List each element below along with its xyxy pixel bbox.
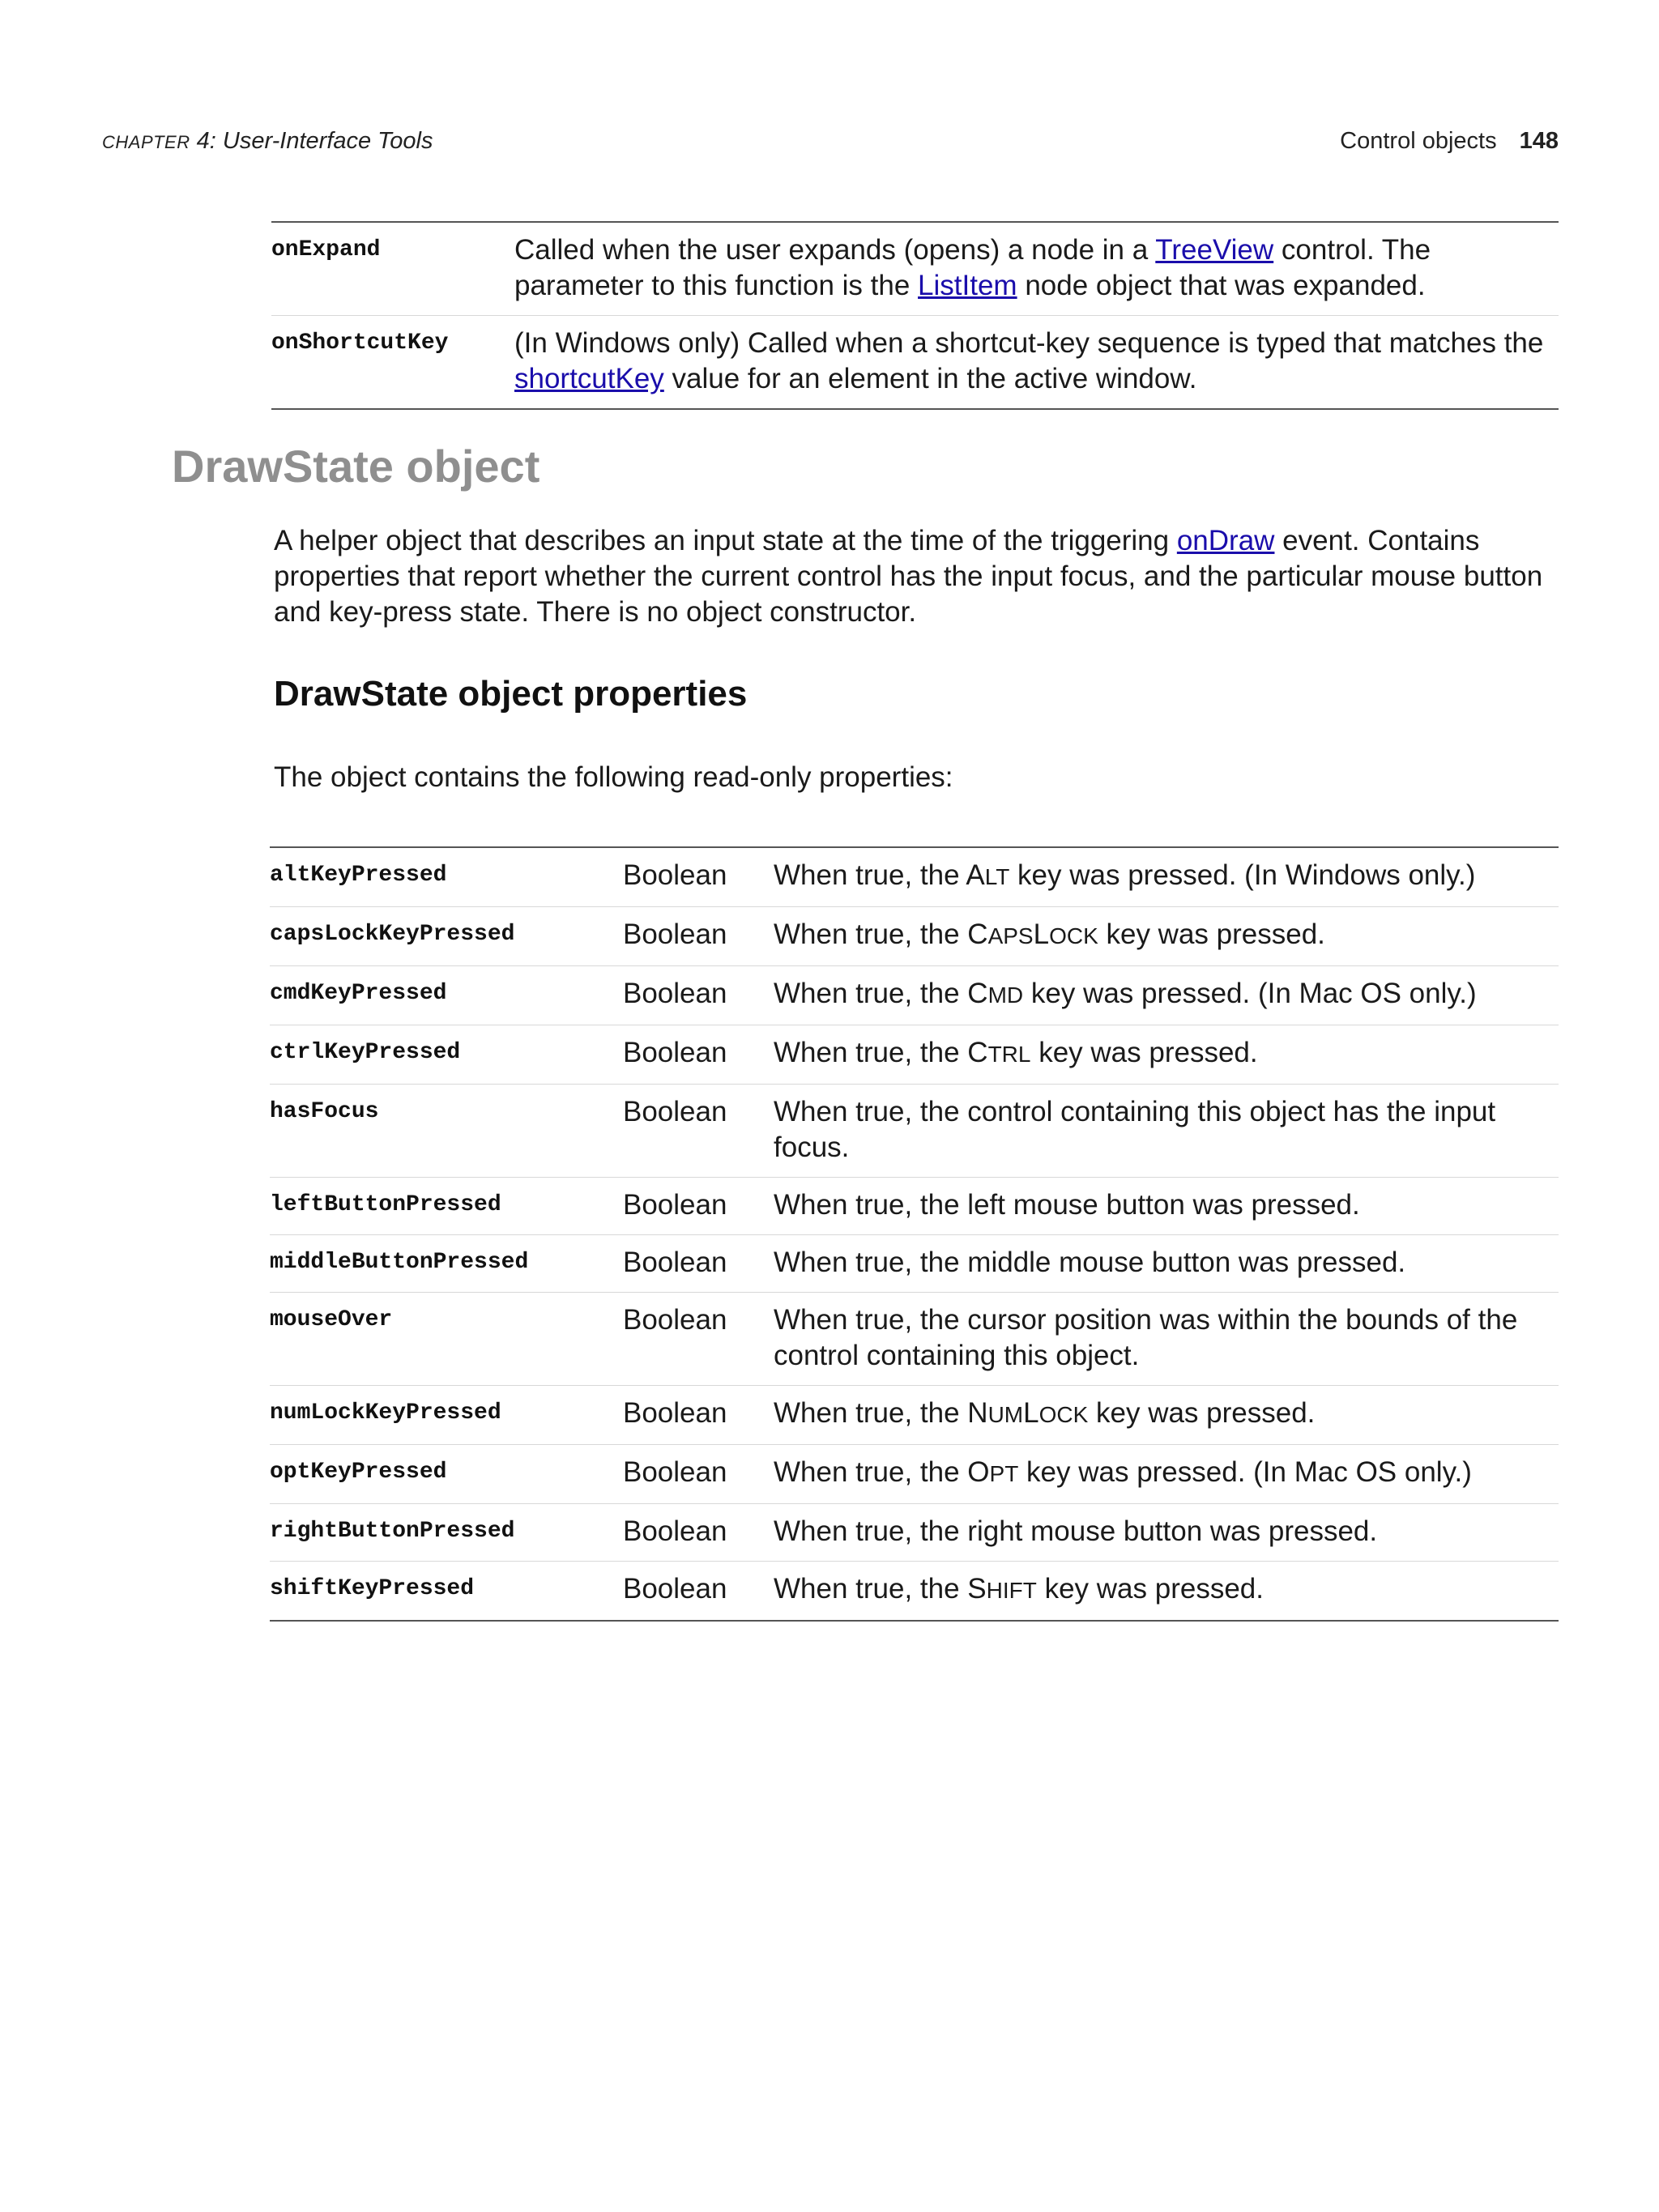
property-description — [774, 1386, 1559, 1445]
table-row — [271, 316, 1559, 410]
property-description — [774, 1025, 1559, 1085]
key-smallcaps: PT — [989, 1461, 1019, 1486]
property-name: capsLockKeyPressed — [270, 907, 623, 966]
property-description: When true, the right mouse button was pressed. — [774, 1504, 1559, 1562]
property-type: Boolean — [623, 1562, 774, 1622]
key-smallcaps: OCK — [1049, 923, 1098, 948]
property-type: Boolean — [623, 1386, 774, 1445]
intro-text: event. Contains properties that report whether the current control has the input focus, and the particular mouse button and key-press state. There is no object constructor. — [274, 525, 1543, 628]
property-name: mouseOver — [270, 1293, 623, 1386]
desc-text: When true, the N — [774, 1397, 988, 1429]
property-type: Boolean — [623, 907, 774, 966]
property-name: ctrlKeyPressed — [270, 1025, 623, 1085]
table-row — [270, 1025, 1559, 1085]
property-description: When true, the cursor position was within the bounds of the control containing this object. — [774, 1293, 1559, 1386]
property-type: Boolean — [623, 1293, 774, 1386]
desc-text: L — [1033, 918, 1050, 950]
property-type: Boolean — [623, 859, 727, 891]
chapter-title: 4: User-Interface Tools — [190, 128, 433, 154]
desc-text: Called when the user expands (opens) a node in a — [514, 234, 1156, 266]
property-type: Boolean — [623, 1085, 774, 1178]
property-name: altKeyPressed — [270, 863, 447, 888]
desc-text: When true, the C — [774, 1037, 988, 1068]
events-table — [271, 221, 1559, 410]
subsection-title: DrawState object properties — [274, 674, 748, 714]
key-smallcaps: MD — [987, 982, 1024, 1008]
desc-text: key was pressed. (In Mac OS only.) — [1018, 1456, 1472, 1488]
event-name: onShortcutKey — [271, 316, 514, 410]
desc-text: key was pressed. — [1088, 1397, 1316, 1429]
desc-text: key was pressed. — [1098, 918, 1325, 950]
table-row — [270, 1562, 1559, 1622]
property-name: middleButtonPressed — [270, 1235, 623, 1293]
property-name: hasFocus — [270, 1085, 623, 1178]
property-name: cmdKeyPressed — [270, 966, 623, 1025]
table-row — [270, 847, 1559, 907]
property-name: rightButtonPressed — [270, 1504, 623, 1562]
desc-text: When true, the S — [774, 1573, 987, 1605]
table-row — [270, 1293, 1559, 1386]
property-name: optKeyPressed — [270, 1445, 623, 1504]
property-description — [774, 907, 1559, 966]
page-header-right — [1340, 128, 1559, 155]
desc-text: control. The parameter to this function is the — [514, 234, 1431, 301]
desc-text: key was pressed. — [1036, 1573, 1264, 1605]
event-description — [514, 316, 1559, 410]
table-row — [270, 966, 1559, 1025]
key-smallcaps: OCK — [1038, 1402, 1089, 1427]
property-name: leftButtonPressed — [270, 1178, 623, 1235]
property-type: Boolean — [623, 1504, 774, 1562]
desc-text: node object that was expanded. — [1017, 270, 1426, 301]
desc-text: When true, the C — [774, 978, 988, 1009]
property-description — [774, 847, 1559, 907]
property-name: numLockKeyPressed — [270, 1386, 623, 1445]
event-description — [514, 222, 1559, 316]
property-description — [774, 1445, 1559, 1504]
chapter-prefix: CHAPTER — [102, 132, 190, 152]
desc-text: L — [1023, 1397, 1039, 1429]
property-type: Boolean — [623, 1235, 774, 1293]
desc-text: key was pressed. (In Windows only.) — [1009, 859, 1476, 891]
property-description — [774, 1562, 1559, 1622]
table-row — [270, 907, 1559, 966]
table-row — [270, 1178, 1559, 1235]
table-row — [271, 222, 1559, 316]
table-row — [270, 1085, 1559, 1178]
property-description: When true, the left mouse button was pressed. — [774, 1178, 1559, 1235]
key-smallcaps: TRL — [987, 1042, 1031, 1067]
lead-paragraph: The object contains the following read-only properties: — [274, 761, 953, 793]
property-description: When true, the control containing this object has the input focus. — [774, 1085, 1559, 1178]
page-number: 148 — [1519, 128, 1559, 154]
property-type: Boolean — [623, 1445, 774, 1504]
property-type: Boolean — [623, 1178, 774, 1235]
property-type: Boolean — [623, 1025, 774, 1085]
table-row — [270, 1235, 1559, 1293]
desc-text: value for an element in the active window. — [663, 363, 1197, 394]
key-smallcaps: LT — [984, 864, 1010, 889]
section-name: Control objects — [1340, 128, 1497, 154]
shortcutkey-link[interactable]: shortcutKey — [514, 363, 664, 394]
section-title: DrawState object — [172, 441, 540, 492]
treeview-link[interactable]: TreeView — [1155, 234, 1274, 266]
intro-paragraph — [274, 523, 1562, 630]
property-description — [774, 966, 1559, 1025]
listitem-link[interactable]: ListItem — [918, 270, 1017, 301]
event-name: onExpand — [271, 237, 381, 262]
desc-text: (In Windows only) Called when a shortcut-key sequence is typed that matches the — [514, 327, 1544, 359]
property-type: Boolean — [623, 966, 774, 1025]
chapter-header — [102, 128, 433, 155]
desc-text: When true, the O — [774, 1456, 990, 1488]
property-name: shiftKeyPressed — [270, 1562, 623, 1622]
desc-text: When true, the A — [774, 859, 985, 891]
key-smallcaps: APS — [987, 923, 1034, 948]
desc-text: When true, the C — [774, 918, 988, 950]
table-row — [270, 1386, 1559, 1445]
desc-text: key was pressed. (In Mac OS only.) — [1023, 978, 1477, 1009]
key-smallcaps: HIFT — [986, 1578, 1037, 1603]
property-description: When true, the middle mouse button was pressed. — [774, 1235, 1559, 1293]
table-row — [270, 1504, 1559, 1562]
properties-table — [270, 846, 1559, 1622]
intro-text: A helper object that describes an input state at the time of the triggering — [274, 525, 1177, 556]
desc-text: key was pressed. — [1030, 1037, 1258, 1068]
key-smallcaps: UM — [987, 1402, 1024, 1427]
table-row — [270, 1445, 1559, 1504]
ondraw-link[interactable]: onDraw — [1176, 525, 1275, 556]
